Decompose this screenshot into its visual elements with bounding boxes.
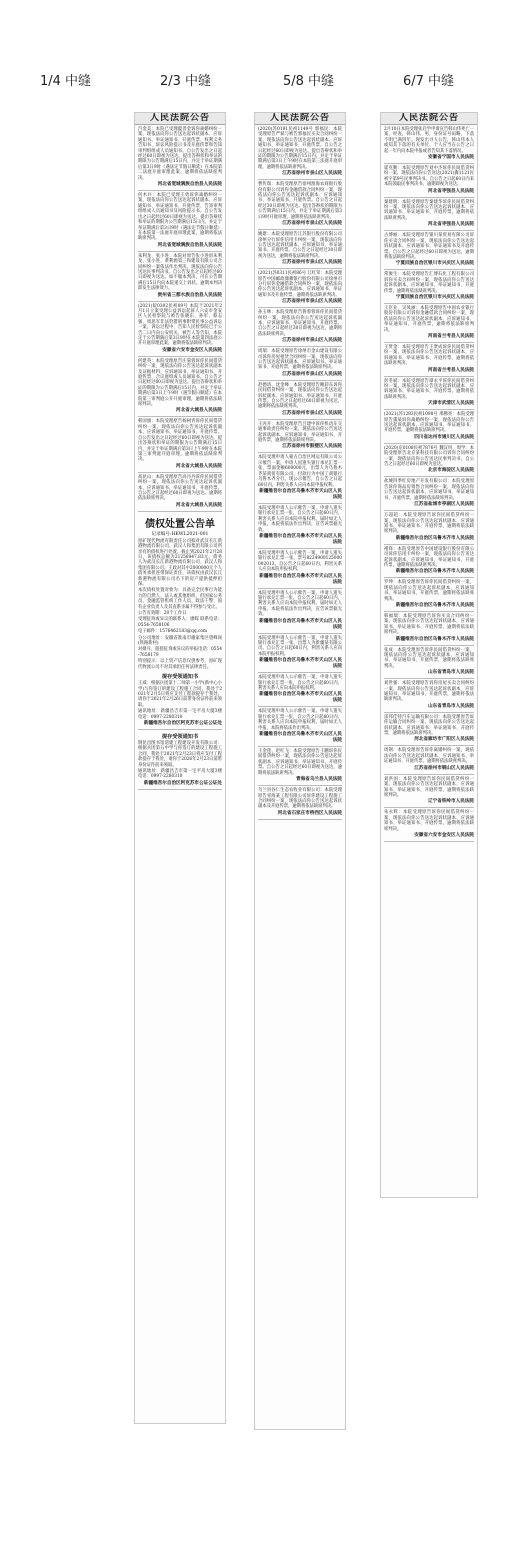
- divider: [258, 785, 342, 786]
- court-signature: 河北省宽城满族自治县人民法院: [157, 182, 222, 188]
- divider: [138, 416, 222, 417]
- divider: [258, 179, 342, 180]
- court-signature: 安徽省六安市金安区人民法院: [162, 347, 222, 353]
- court-signature: 新疆维吾尔自治区阿克苏市公证公证处: [143, 720, 222, 726]
- court-signature: 江苏省徐州市鼓楼区人民法院: [282, 444, 342, 450]
- court-signature: 河北省大城县人民法院: [176, 463, 222, 469]
- divider: [258, 346, 342, 347]
- notice-paragraph: 本院受理申请人公示催告一案，申请人遗失银行承兑汇票一张。自公告之日起60日内，利害关系人应向本院申报权利。届时如无人申报，本院将依法作出判决，宣告该票据无效。: [258, 590, 342, 618]
- court-signature: 山东省青岛市人民法院: [428, 670, 474, 676]
- fold-label-2-3: 2/3 中缝: [160, 74, 212, 89]
- column-header: 人民法院公告: [381, 113, 477, 125]
- notice-paragraph: 雷邦佳特汽车运输有限公司：本院受理原告诉你运输合同纠纷一案，现依法向你公告送达起诉状副本、应诉通知书、举证通知书、开庭传票，逾期将依法缺席判决。: [384, 714, 474, 737]
- court-signature: 河北省石家庄市桥西区人民法院: [277, 810, 342, 816]
- divider: [258, 452, 342, 453]
- court-signature: 新疆维吾尔自治区乌鲁木齐市天山区人民法院: [259, 488, 342, 500]
- section-title: 提存受领通知书: [161, 733, 199, 740]
- notice-paragraph: 通讯地址：新疆昌吉市第一宅平房大厦3楼 电话：0997-2280310: [138, 709, 222, 720]
- record-number: 记录编号:HKWL2021-001: [151, 531, 209, 537]
- divider: [384, 476, 474, 477]
- court-signature: 辽宁省铁岭市人民法院: [428, 799, 474, 805]
- court-signature: 河南省兰考县人民法院: [428, 367, 474, 373]
- court-signature: 四川省达州市通川区人民法院: [414, 434, 474, 440]
- court-signature: 新疆维吾尔自治区乌鲁木齐市人民法院: [395, 636, 474, 642]
- notice-column-3: [380, 112, 478, 1198]
- divider: [138, 301, 222, 302]
- divider: [384, 577, 474, 578]
- divider: [384, 745, 474, 746]
- notice-paragraph: 分公司地址：安徽省淮南市谢家集区望峰岗(铁路新村): [138, 635, 222, 647]
- divider: [258, 819, 342, 820]
- court-signature: 宁夏回族自治区银川市兴庆区人民法院: [395, 294, 474, 300]
- notice-paragraph: 原矿现代物流有限责任公司拟对武汉长江新港物流有限公司、武汉人和集团有限公司所享有的债权进行处置。截止到2021年2月28日，该债权总额为21256947.83元。债务人为武汉长江新港物流有限公司、武汉人和集团有限公司。王政对其中2000000元个人债务承担连带保证责任，该债权由武汉长江新港物流有限公司名下的房产提供抵押担保。: [138, 538, 222, 587]
- divider: [384, 230, 474, 231]
- divider: [384, 841, 474, 842]
- court-signature: 新疆维吾尔自治区乌鲁木齐市天山区人民法院: [259, 533, 342, 545]
- court-signature: 新疆维吾尔自治区阿克苏市公证公证处: [143, 780, 222, 786]
- fold-label-5-8: 5/8 中缝: [283, 74, 335, 89]
- court-signature: 新疆维吾尔自治区乌鲁木齐市天山区人民法院: [259, 573, 342, 585]
- notice-paragraph: 乌兰县谷仁生态农牧业有限公司：本院受理原告青海某工程有限公司诉你建设工程施工合同纠纷一案，现依法向你公告送达起诉状副本及开庭传票，逾期将依法缺席判决。: [258, 788, 342, 810]
- fold-label-1-4: 1/4 中缝: [40, 74, 92, 89]
- court-signature: 新疆维吾尔自治区乌鲁木齐市天山区人民法院: [259, 658, 342, 670]
- column-body: [135, 125, 225, 794]
- notice-paragraph: 赵德清、沈金峰：本院受理原告鲍彩东诉你民间借贷纠纷一案，现依法向你公告送达起诉状副本、应诉通知书、举证通知书、开庭传票。自公告之日起经过60日即视为送达，逾期将依法缺席判决。: [258, 382, 342, 410]
- notice-paragraph: 何建英：本院受理原告庄菊蓉诉你民间借贷纠纷一案，现依法向你公告送达起诉状副本及证据材料、应诉通知书、举证通知书、开庭传票、合议庭组成人员通知书。自公告之日起经过60日即视为送达。提出答辩状和举证的期限为公告期满后15日内，并定于举证期满后第3日上午9时（遇节假日顺延）在本院第三审判庭公开开庭审理，逾期将依法缺席判决。: [138, 358, 222, 408]
- notice-paragraph: 韩国旗：本院受理原告杨树青诉你民间借贷纠纷一案，现依法向你公告送达起诉状副本、应诉通知书、举证通知书、开庭传票。自公告发出之日起经过60日即视为送达。提出答辩状和举证的期限为公告期满后15日内，并定于举证期满后第3日上午9时在本院第三审判庭开庭审理，逾期将依法缺席判决。: [138, 419, 222, 463]
- notice-paragraph: 王贤金：本院受理原告王贤成诉你民间借贷纠纷一案，现依法向你公告送达起诉状副本、应诉通知书、举证通知书、开庭传票，逾期将依法缺席判决。: [384, 344, 474, 367]
- notice-paragraph: 特别提示：以上资产信息仅供参考，原矿现代物流公司不对其承担任何法律责任。: [138, 659, 222, 670]
- notice-paragraph: 本院受理申请人蒙古自治区网运有限公司公示催告一案，申请人因遗失银行承兑汇票一张，票面金额600000元，出票人为乌鲁木齐某商贸有限公司，付款行为中国工商银行乌鲁木齐分行。现公示催告，自公告之日起60日内，利害关系人应向本院申报权利。: [258, 455, 342, 488]
- notice-paragraph: (2021)苏1283民初1098号 邢佛亮：本院受理原告董某诉你离婚纠纷一案，现依法向你公告送达起诉状副本、应诉通知书、举证通知书、开庭传票，逾期将依法缺席判决。: [384, 412, 474, 434]
- notice-paragraph: 秦建明：本院受理原告秦建华诉你民间借贷纠纷一案，现依法向你公告送达起诉状副本、应诉通知书、举证通知书、开庭传票，逾期将依法缺席判决。: [384, 199, 474, 221]
- divider: [138, 251, 222, 252]
- notice-paragraph: 霍克勤：本院受理原告刘中杰诉你民间借贷纠纷一案，现依法向你公告送达(2021)冀1121民初字第9号民事判决书。自公告之日起60日内来本院领取民事判决书，逾期即视为送达。: [384, 166, 474, 188]
- divider: [258, 380, 342, 381]
- notice-paragraph: 王丙开：本院受理原告吕建中诉你机动车交通事故责任纠纷一案，现依法向你公告送达起诉状副本、应诉通知书、举证通知书、开庭传票，逾期将依法缺席判决。: [258, 421, 342, 444]
- notice-paragraph: 姚建：本院受理原告江苏银行股份有限公司徐州分行诉你信用卡纠纷一案，现依法向你公告送达起诉状副本、应诉通知书、举证通知书、开庭传票。自公告之日起经过30日即视为送达，逾期将依法缺席判决。: [258, 232, 342, 259]
- court-signature: 江苏省徐州市泉山区人民法院: [282, 338, 342, 344]
- notice-paragraph: 王臣业、吴凤丽：本院受理原告中国农业银行股份有限公司诉你金融借款合同纠纷一案，现依法向你公告送达起诉状副本、应诉通知书、举证通知书、开庭传票，逾期将依法缺席判决。: [384, 305, 474, 333]
- court-signature: 贵州省三都水族自治县人民法院: [157, 292, 222, 298]
- divider: [384, 807, 474, 808]
- notice-title: 债权处置公告单: [145, 518, 215, 530]
- notice-paragraph: 曹传瑞：本院受理原告徐州淮海农商银行股份有限公司诉你金融借款合同纠纷一案，现依法向你公告送达起诉状副本、应诉通知书、举证通知书、开庭传票。自公告之日起经过30日即视为送达。提出答辩状的期限为公告期满后15日内，并定于举证期满后第3日9时开庭审理，逾期将依法缺席判决。: [258, 182, 342, 220]
- court-signature: 河北省宽城满族自治县人民法院: [157, 242, 222, 248]
- notice-paragraph: 公告有效期：20个工作日: [138, 611, 187, 617]
- notice-paragraph: 褚锋：本院受理原告中国建设银行股份有限公司诉你信用卡纠纷一案，现依法向你公告送达起诉状副本、应诉通知书、举证通知书、开庭传票，逾期将依法缺席判决。: [384, 546, 474, 568]
- court-signature: 河北省枣强县人民法院: [428, 222, 474, 228]
- notice-paragraph: 韩福瑞：本院受理原告诉你买卖合同纠纷一案，现依法向你公告送达起诉状副本、应诉通知书、举证通知书、开庭传票，逾期将依法缺席判决。: [384, 613, 474, 636]
- notice-paragraph: 对排斥、阻挠征询或异议的举报电话：0554-7658179: [138, 647, 222, 658]
- divider: [258, 633, 342, 634]
- notice-paragraph: 罗坤：本院受理原告诉你民间借贷纠纷一案，现依法向你公告送达起诉状副本、应诉通知书、举证通知书、开庭传票，逾期将依法缺席判决。: [384, 580, 474, 602]
- notice-paragraph: 本院受理申请人公示催告一案，申请人遗失银行承兑汇票一张，自公告之日起60日内，利害关系人应向本院申报权利。届时如无人申报，本院将依法作出判决，宣告该票据无效。: [258, 505, 342, 533]
- notice-paragraph: 刘洪国：本院受理原告诉你民间借贷纠纷一案，现依法向你公告送达起诉状副本、应诉通知书、举证通知书、开庭传票，逾期将依法缺席判决。: [384, 776, 474, 798]
- divider: [258, 268, 342, 269]
- divider: [384, 712, 474, 713]
- court-signature: 河北省大城县人民法院: [176, 408, 222, 414]
- column-header: 人民法院公告: [135, 113, 225, 125]
- court-signature: 新疆维吾尔自治区乌鲁木齐市人民法院: [395, 602, 474, 608]
- divider: [258, 588, 342, 589]
- divider: [258, 746, 342, 747]
- divider: [384, 510, 474, 511]
- court-signature: 青海省乌兰县人民法院: [296, 777, 342, 783]
- court-signature: 江苏省徐州市泉山区人民法院: [282, 221, 342, 227]
- notice-paragraph: 本院受理申请人公示催告一案，申请人遗失银行承兑汇票一张，自公告之日起60日内，利害关系人应向本院申报权利，届时如无人申报，本院将依法作出判决。: [258, 709, 342, 731]
- notice-paragraph: 周钢：本院受理原告诉你离婚纠纷一案，现依法向你公告送达起诉状副本、应诉通知书、举证通知书、开庭传票，逾期将依法缺席判决。: [384, 748, 474, 765]
- notice-paragraph: 受理征询或异议的联系人：廖晖 联系电话：0554-7658106: [138, 617, 222, 628]
- divider: [258, 307, 342, 308]
- divider: [384, 303, 474, 304]
- court-signature: 新疆维吾尔自治区乌鲁木齐市天山区人民法院: [259, 732, 342, 744]
- divider: [138, 511, 222, 512]
- court-signature: 山东省青岛市人民法院: [428, 703, 474, 709]
- notice-paragraph: 朱利龙、张小进：本院对原告张小进诉朱利龙、张小进、黄利源第三和建设有限公司合同纠纷一案依法作出判决，现依法向你公告送达民事判决书。自公告发出之日起经过60日即视为送达。如不服本判决，可在公告期满后15日内向本院递交上诉状。逾期本判决即发生法律效力。: [138, 253, 222, 292]
- divider: [258, 503, 342, 504]
- notice-paragraph: 本院受理申请人公示催告一案，申请人遗失银行承兑汇票一张，出票人为新疆某有限公司。自公告之日起60日内，利害关系人应向本院申报权利。: [258, 635, 342, 657]
- divider: [138, 190, 222, 191]
- court-signature: 河北省大城县人民法院: [176, 502, 222, 508]
- court-signature: 安徽省六安市金安区人民法院: [414, 832, 474, 838]
- court-signature: 河南省兰考县人民法院: [428, 333, 474, 339]
- notice-paragraph: 王威：根据兵团第十二师第一小学(新中心小学)与你签订的建设工程施工合同，我处于2021年2月5日将应支付工程款提存于我处。请你于2021年2月26日前带身份证件前来领取。: [138, 681, 222, 708]
- notice-paragraph: 张成：本院受理原告诉你民间借贷纠纷一案，现依法向你公告送达起诉状副本、应诉通知书、举证通知书、开庭传票，逾期将依法缺席判决。: [384, 647, 474, 669]
- notice-paragraph: 高昆山：本院受理原告高丹丹诉你民间借贷纠纷一案，现依法向你公告送达起诉状副本、应诉通知书、举证通知书、开庭传票。自公告之日起经过60日即视为送达。逾期将依法缺席判决。: [138, 474, 222, 502]
- divider: [384, 645, 474, 646]
- court-signature: 安徽省宁国市人民法院: [428, 155, 474, 161]
- notice-paragraph: 盐城四季红房地产开发有限公司：本院受理原告诉你商品房销售合同纠纷一案，现依法向你公告送达起诉状副本、应诉通知书、举证通知书、开庭传票，逾期将依法缺席判决。: [384, 479, 474, 501]
- divider: [258, 706, 342, 707]
- notice-paragraph: (2020)京0108民初7876号 魏汉用、周学：本院受理原告北京某科技有限公司诉你合同纠纷一案，现依法向你公告送达民事判决书，自公告之日起经过60日即视为送达。: [384, 445, 474, 468]
- notice-paragraph: 彭冬斌：本院受理原告谭永平诉你民间借贷纠纷一案，现依法向你公告送达起诉状副本、应诉通知书、举证通知书、开庭传票，逾期将依法缺席判决。: [384, 378, 474, 400]
- court-signature: 天津市武清区人民法院: [428, 401, 474, 407]
- divider: [384, 678, 474, 679]
- notice-paragraph: 朱永辉：本院受理原告诉你民间借贷纠纷一案，现依法向你公告送达起诉状副本、应诉通知书、举证通知书、开庭传票，逾期将依法缺席判决。: [384, 810, 474, 832]
- divider: [384, 544, 474, 545]
- court-signature: 新疆维吾尔自治区乌鲁木齐市人民法院: [395, 569, 474, 575]
- divider: [384, 611, 474, 612]
- court-signature: 江苏省徐州市泉山区人民法院: [282, 171, 342, 177]
- divider: [138, 356, 222, 357]
- notice-paragraph: 古博丽：本院受理原告银川某贸易有限公司诉你买卖合同纠纷一案，现依法向你公告送达起诉状副本、应诉通知书、举证通知书及开庭传票。自公告之日起经过60日即视为送达，逾期将依法缺席判决。: [384, 233, 474, 260]
- notice-paragraph: (2021)皖0302民初09号 本院于2021年2月1日立案受理公益诉讼起诉人六安市金安区人民检察院与被告张晓东、孙军、蔡志强、周思军非法狩猎刑事附带民事公益诉讼一案，诉讼过程中，告知人民检察院已于公告二日内向公安机关、被告人等告知，本院定于公告期满后第3日9时在本院第四法庭公开开庭审理此案，逾期将依法缺席判决。: [138, 303, 222, 347]
- notice-paragraph: 刘世强：本院受理原告诉你房屋买卖合同纠纷一案，现依法向你公告送达起诉状副本、应诉通知书、举证通知书、开庭传票，逾期将依法缺席判决。: [384, 681, 474, 703]
- notice-paragraph: 汽金美：本院已受理蕴善金诉你离婚纠纷一案，现依法向你公告送达起诉状副本、应诉通知书、举证通知书、开庭传票、权利义务告知书、诉讼风险提示书及开庭传票和告知审判组组成人员通知书。自公告发出之日起经过60日即视为送达。提出答辩状和举证的期限为公告期满后15日内，并定于举证期满后第3日9时（遇法定节假日顺延）在本院第二法庭开庭审理此案，逾期将依法缺席判决。: [138, 127, 222, 181]
- court-signature: 江苏省徐州市泉山区人民法院: [282, 410, 342, 416]
- notice-paragraph: 本次债权处置对象为：具备完全民事行为能力的自然人、法人或其他组织，但国家公务员、金融监管机构工作人员、政法干警、国有企业负责人及其直系亲属不得参与受让。: [138, 588, 222, 610]
- notice-paragraph: 孙玉林：本院受理原告鲁蓉蓉诉你民间借贷纠纷一案，现依法向你公告送达起诉状副本、应诉通知书、举证通知书、开庭传票。自公告之日起经过30日即视为送达，逾期将依法缺席判决。: [258, 310, 342, 337]
- divider: [384, 342, 474, 343]
- court-signature: 新疆维吾尔自治区乌鲁木齐市人民法院: [395, 535, 474, 541]
- column-body: [255, 125, 345, 824]
- court-signature: 江苏省徐州市泉山区人民法院: [282, 371, 342, 377]
- notice-paragraph: (2021)苏0311民初86号 江红荣：本院受理原告中国邮政储蓄银行股份有限公司徐州市分行诉你金融借款合同纠纷一案，现依法向你公告送达起诉状副本、应诉通知书、举证通知书及开庭传票，逾期将依法缺席判决。: [258, 271, 342, 298]
- court-signature: 新疆维吾尔自治区乌鲁木齐市天山区人民法院: [259, 618, 342, 630]
- divider: [138, 472, 222, 473]
- court-signature: 江苏省徐州市泉山区人民法院: [282, 299, 342, 305]
- column-header: 人民法院公告: [255, 113, 345, 125]
- notice-paragraph: 钢昆昌图书馆道建工程建设开发有限公司：根据兵团第五中学与你签订的建设工程施工合同，我处于2021年2月23日将应支付工程款提存于我处，请你于2026年2月23日前带身份证件前来领取。: [138, 740, 222, 768]
- notice-paragraph: 周瑞：本院受理原告徐州市金山建设有限公司诉你房屋租赁合同纠纷一案，现依法向你公告送达起诉状副本、应诉通知书、举证通知书、开庭传票，逾期将依法缺席判决。: [258, 349, 342, 371]
- notice-column-2: [254, 112, 346, 1430]
- divider: [384, 774, 474, 775]
- divider: [258, 229, 342, 230]
- divider: [258, 548, 342, 549]
- court-signature: 江苏省盐城市亭湖区人民法院: [414, 502, 474, 508]
- divider: [384, 376, 474, 377]
- divider: [384, 269, 474, 270]
- divider: [384, 197, 474, 198]
- notice-paragraph: 2月10日本院受理张启学申请宣告韩山伟死亡一案，经查，韩山伟，男，身份证号码略，下落不明已满四年。现发出寻人公告，韩山伟本人或知其下落的有关单位、个人应当在公告之日起一年内向本院申报或者告知其下落情况。: [384, 127, 474, 154]
- section-title: 提存受领通知书: [161, 674, 199, 681]
- notice-paragraph: (2020)苏0191民初1149号 郭福民：本院受理原告严斌与被告郭福民买卖合同纠纷一案，现依法向你公告送达起诉状副本、应诉通知书、举证通知书、开庭传票。自公告之日起经过60日即视为送达。提出答辩状和举证的期限为公告期满后15日内，并定于举证期满后第3日上午9时在本院第三法庭开庭审理，逾期将依法缺席判决。: [258, 127, 342, 170]
- divider: [384, 443, 474, 444]
- divider: [384, 409, 474, 410]
- notice-paragraph: 本院受理申请人公示催告一案，申请人遗失银行承兑汇票一张，票号8224900125000002013。自公告之日起60日内，利害关系人应向本院申报权利。: [258, 550, 342, 573]
- notice-paragraph: 何木兵：本院已受理王勇诉你离婚纠纷一案，现依法向你公告送达起诉状副本、应诉通知书、举证通知书、开庭传票、告知审判组组成人员通知书及风险提示书。自公告发出之日起经过60日即视为送达。提出答辩状和举证的期限为公告期满后15日内。并定于举证期满后第3日9时（遇法定节假日顺延）在本院第一法庭开庭审理此案，逾期将依法缺席判决。: [138, 193, 222, 242]
- notice-paragraph: 常俊生：本院受理原告汇博石化工程有限公司诉你买卖合同纠纷一案，现依法向你公告送达起诉状副本、应诉通知书、举证通知书、开庭传票，逾期将依法缺席判决。: [384, 272, 474, 294]
- divider: [138, 789, 222, 790]
- court-signature: 河北省廊坊市广阳区人民法院: [414, 737, 474, 743]
- notice-paragraph: 电子邮件：1576462183@qq.com: [138, 629, 208, 635]
- court-signature: 河北省枣强县人民法院: [428, 188, 474, 194]
- column-body: [381, 125, 477, 846]
- notice-paragraph: 王金莲、赵红飞：本院受理原告王鹏诉你民间借贷纠纷一案，现依法向你公告送达起诉状副本、应诉通知书、举证通知书、开庭传票。自公告之日起经过60日即视为送达，逾期将依法缺席判决。: [258, 749, 342, 776]
- notice-paragraph: 万超超：本院受理原告诉你民间借贷纠纷一案，现依法向你公告送达起诉状副本、应诉通知书、举证通知书、开庭传票，逾期将依法缺席判决。: [384, 513, 474, 535]
- divider: [258, 672, 342, 673]
- notice-paragraph: 通讯地址：新疆昌吉市第一宅平房大厦3楼 电话：0997-2280310: [138, 768, 222, 780]
- divider: [258, 419, 342, 420]
- divider: [138, 729, 222, 730]
- fold-label-6-7: 6/7 中缝: [403, 74, 455, 89]
- divider: [384, 163, 474, 164]
- court-signature: 北京市海淀区人民法院: [428, 468, 474, 474]
- court-signature: 江苏省徐州市泉山区人民法院: [282, 260, 342, 266]
- court-signature: 宁夏回族自治区银川市兴庆区人民法院: [395, 261, 474, 267]
- court-signature: 江苏省徐州市铜山区人民法院: [414, 765, 474, 771]
- notice-paragraph: 本院受理申请人公示催告一案，申请人遗失银行承兑汇票一张，自公告之日起60日内，利害关系人应向本院申报权利。: [258, 675, 342, 692]
- notice-column-1: [134, 112, 226, 1424]
- court-signature: 新疆维吾尔自治区乌鲁木齐市天山区人民法院: [259, 692, 342, 704]
